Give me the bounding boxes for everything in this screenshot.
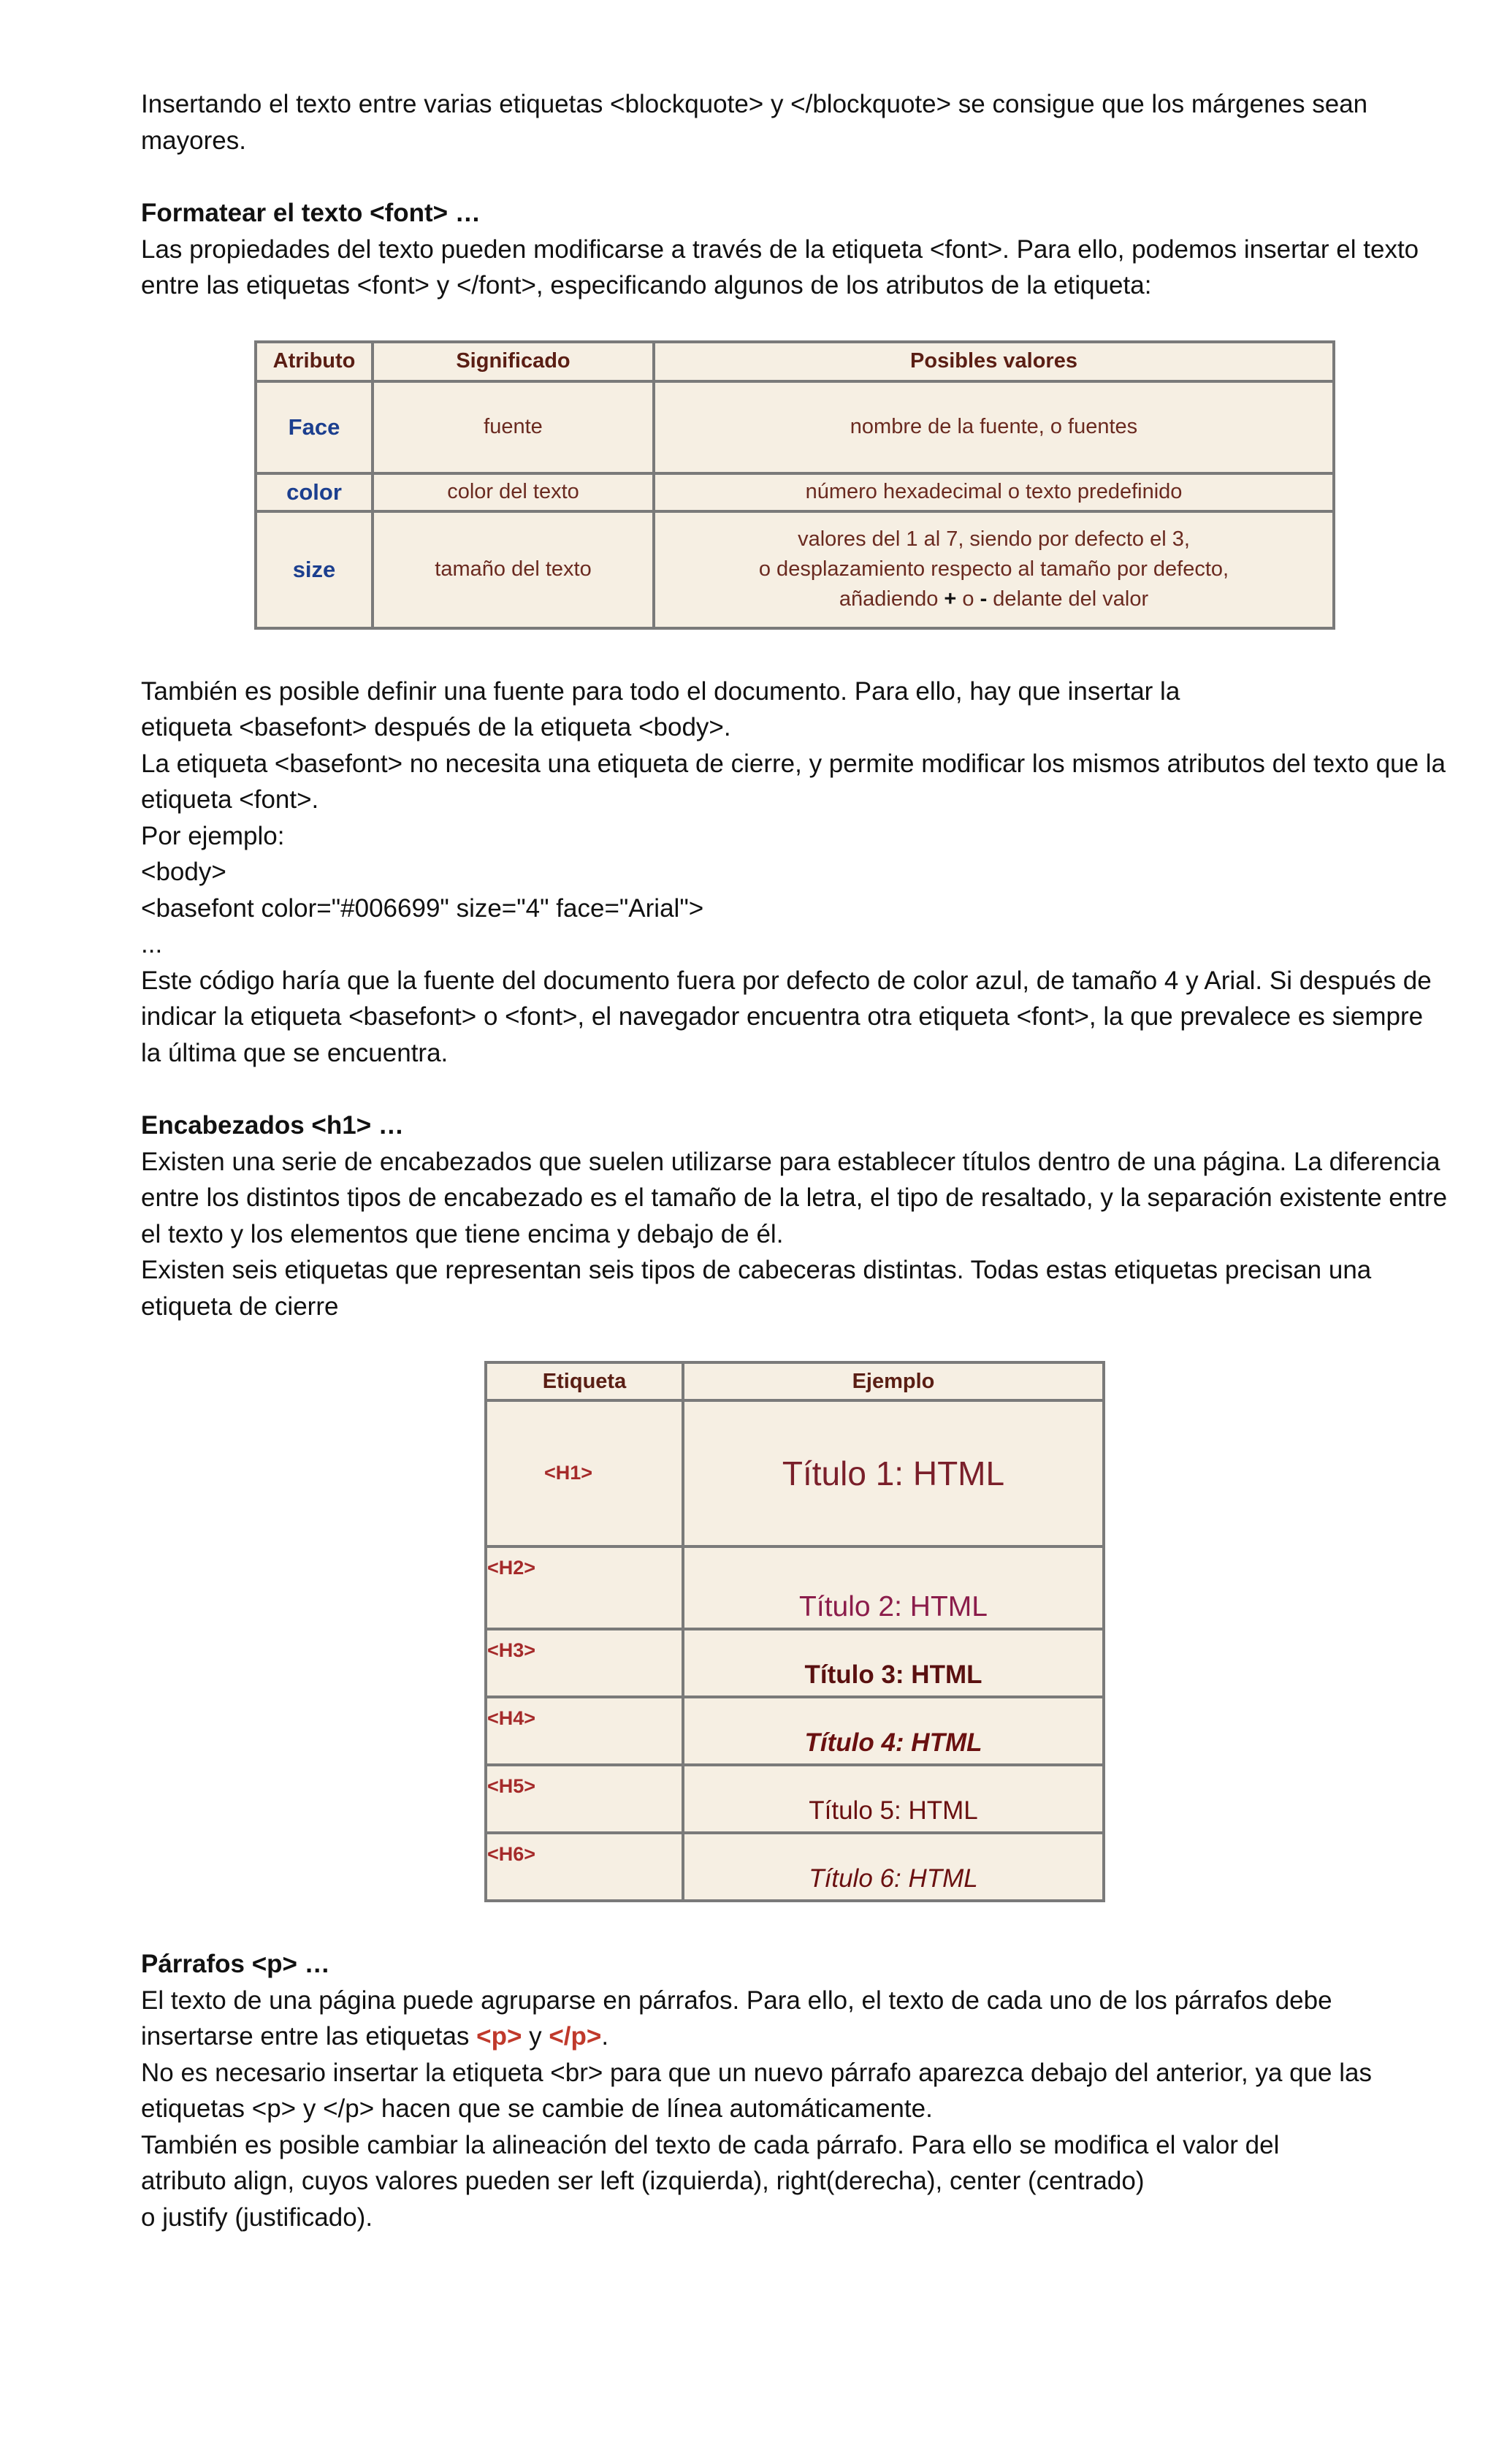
tag-cell: <H1> [486,1400,683,1546]
intro-paragraph: Insertando el texto entre varias etiquetas <blockquote> y </blockquote> se consigue que los márgenes sean mayores. [141,90,1368,155]
minus-sign: - [980,587,988,611]
values-cell: número hexadecimal o texto predefinido [654,473,1334,511]
p-open-tag: <p> [476,2022,522,2051]
table-row [486,1765,1104,1833]
plus-sign: + [944,587,957,611]
paragraph-text: . [601,2022,609,2051]
header-ejemplo: Ejemplo [683,1362,1104,1400]
values-line [655,584,1332,614]
values-text: añadiendo [839,587,944,611]
font-attributes-table [254,340,1335,630]
example-cell: Título 1: HTML [683,1400,1104,1546]
paragraph-text: El texto de una página puede agruparse en párrafos. Para ello, el texto de cada uno de los párrafos debe insertarse entre las etiquetas [141,1986,1332,2051]
table-row [486,1833,1104,1901]
tag-cell: <H3> [486,1629,683,1697]
example-cell: Título 4: HTML [683,1697,1104,1765]
basefont-line: etiqueta <basefont> después de la etiqueta <body>. [141,713,731,741]
basefont-line: También es posible definir una fuente para todo el documento. Para ello, hay que insertar la [141,676,1180,706]
table-row [256,473,1334,511]
code-line: <body> [141,858,226,886]
table-row [256,381,1334,473]
headings-paragraph: Existen seis etiquetas que representan seis tipos de cabeceras distintas. Todas estas etiquetas precisan una etiqueta de cierre [141,1256,1372,1321]
meaning-cell: tamaño del texto [373,511,654,628]
table-row [486,1546,1104,1629]
example-cell: Título 6: HTML [683,1833,1104,1901]
p-close-tag: </p> [549,2022,602,2051]
table-header-row [256,342,1334,381]
example-label: Por ejemplo: [141,821,285,850]
paragraphs-paragraph: No es necesario insertar la etiqueta <br> para que un nuevo párrafo aparezca debajo del anterior, ya que las etiquetas <p> y </p> hacen que se cambie de línea automáticamente. [141,2058,1372,2123]
basefont-paragraph: La etiqueta <basefont> no necesita una etiqueta de cierre, y permite modificar los mismos atributos del texto que la etiqueta <font>. [141,749,1446,814]
code-line: ... [141,930,163,958]
tag-cell: <H4> [486,1697,683,1765]
code-explanation: Este código haría que la fuente del documento fuera por defecto de color azul, de tamaño 4 y Arial. Si después de indicar la etiqueta <basefont> o <font>, el navegador encuentra otra etiqueta <font>, la que prevalece es siempre la última que se encuentra. [141,966,1432,1067]
paragraphs-paragraph [141,1983,1449,2055]
attr-cell: Face [256,381,373,473]
header-etiqueta: Etiqueta [486,1362,683,1400]
values-text: o [956,587,980,611]
tag-cell: <H5> [486,1765,683,1833]
paragraphs-section-title: Párrafos <p> … [141,1950,330,1978]
example-cell: Título 5: HTML [683,1765,1104,1833]
table-header-row [486,1362,1104,1400]
paragraph-text: y [522,2022,549,2051]
meaning-cell: fuente [373,381,654,473]
attr-cell: color [256,473,373,511]
values-line: o desplazamiento respecto al tamaño por defecto, [758,557,1229,581]
meaning-cell: color del texto [373,473,654,511]
example-cell: Título 3: HTML [683,1629,1104,1697]
values-cell [654,511,1334,628]
table-row [486,1629,1104,1697]
table-row [256,511,1334,628]
table-row [486,1400,1104,1546]
headings-paragraph: Existen una serie de encabezados que suelen utilizarse para establecer títulos dentro de una página. La diferencia entre los distintos tipos de encabezado es el tamaño de la letra, el tipo de resaltado, y la separación existente entre el texto y los elementos que tiene encima y debajo de él. [141,1147,1448,1248]
attr-cell: size [256,511,373,628]
header-significado: Significado [373,342,654,381]
font-section-title: Formatear el texto <font> … [141,199,481,227]
table-row [486,1697,1104,1765]
headings-section-title: Encabezados <h1> … [141,1111,404,1140]
align-line: atributo align, cuyos valores pueden ser left (izquierda), right(derecha), center (centrado) [141,2167,1145,2195]
tag-cell: <H6> [486,1833,683,1901]
code-line: <basefont color="#006699" size="4" face="Arial"> [141,893,704,923]
document-page [141,86,1449,2235]
align-line: o justify (justificado). [141,2202,373,2232]
values-text: delante del valor [987,587,1149,611]
values-cell: nombre de la fuente, o fuentes [654,381,1334,473]
example-cell: Título 2: HTML [683,1546,1104,1629]
font-paragraph: Las propiedades del texto pueden modificarse a través de la etiqueta <font>. Para ello, podemos insertar el texto entre las etiquetas <font> y </font>, especificando algunos de los atributos de la etiqueta: [141,234,1419,300]
align-line: También es posible cambiar la alineación del texto de cada párrafo. Para ello se modifica el valor del [141,2130,1280,2159]
header-posibles-valores: Posibles valores [654,342,1334,381]
values-line: valores del 1 al 7, siendo por defecto el 3, [798,527,1190,551]
header-atributo: Atributo [256,342,373,381]
headings-table [484,1361,1105,1902]
tag-cell: <H2> [486,1546,683,1629]
